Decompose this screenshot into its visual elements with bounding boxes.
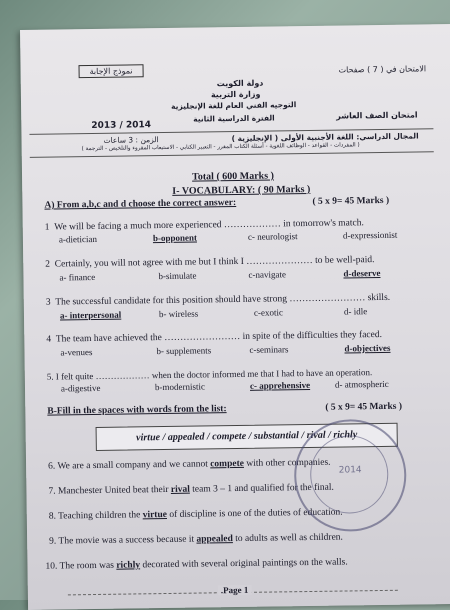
stamp-year: 2014 — [338, 465, 362, 476]
question-number: 3 — [45, 297, 51, 308]
option-b: b- supplements — [156, 345, 212, 357]
fill-number: 9. — [49, 536, 57, 547]
directorate: التوجيه الفني العام للغة الإنجليزية — [171, 100, 297, 111]
header-divider-2 — [30, 151, 434, 158]
fill-number: 8. — [48, 511, 56, 522]
page-number: .Page 1 — [218, 585, 252, 595]
fill-text: Manchester United beat their — [57, 484, 171, 497]
option-b: b-simulate — [158, 270, 197, 282]
word-list-box: virtue / appealed / compete / substantial / rival / richly — [96, 423, 398, 451]
option-d: d-objectives — [344, 342, 391, 354]
fill-answer: appealed — [196, 534, 233, 545]
fill-text: with other companies. — [243, 457, 331, 469]
option-a: a-digestive — [60, 382, 101, 394]
option-a: a- finance — [59, 271, 96, 283]
option-b: b- wireless — [158, 308, 199, 320]
option-c: c- apprehensive — [249, 379, 311, 391]
term: الفترة الدراسية الثانية — [193, 113, 275, 124]
part-a-title: A) From a,b,c and d choose the correct answer: — [44, 197, 237, 211]
option-c: c- neurologist — [247, 231, 298, 242]
question-number: 5 — [46, 371, 52, 382]
fill-number: 7. — [48, 486, 56, 497]
fill-text: We are a small company and we cannot — [57, 459, 211, 472]
option-c: c-seminars — [249, 344, 289, 355]
time-allowed: الزمن : 3 ساعات — [103, 135, 159, 145]
question-text: . I felt quite ……………… when the doctor informed me that I had to have an operation. — [51, 367, 373, 382]
part-a-marks: ( 5 x 9= 45 Marks ) — [312, 195, 390, 207]
fill-answer: richly — [116, 560, 141, 571]
part-b-marks: ( 5 x 9= 45 Marks ) — [325, 401, 403, 413]
option-d: d- idle — [343, 306, 368, 317]
option-a: a- interpersonal — [59, 309, 122, 321]
answer-key-box: نموذج الإجابة — [78, 64, 143, 78]
option-c: c-exotic — [253, 307, 284, 318]
question-text: The successful candidate for this position should have strong …………………… skills. — [55, 292, 391, 308]
fill-text: to adults as well as children. — [232, 532, 343, 545]
option-b: b-modernistic — [154, 381, 206, 393]
ministry: وزارة التربية — [210, 89, 261, 100]
option-a: a-dietician — [58, 233, 97, 245]
total-marks: Total ( 600 Marks ) — [191, 170, 274, 183]
fill-text: of discipline is one of the duties of education. — [166, 507, 343, 520]
fill-number: 10. — [45, 561, 58, 572]
question-text: Certainly, you will not agree with me but I think I ………………… to be well-paid. — [54, 255, 375, 270]
section-title: I- VOCABULARY: ( 90 Marks ) — [172, 183, 311, 197]
option-d: d-deserve — [343, 267, 381, 279]
option-b: b-opponent — [152, 232, 198, 244]
subject: المجال الدراسي: اللغة الأجنبية الأولى ( الإنجليزية ) — [231, 131, 419, 144]
question-text: The team have achieved the …………………… in spite of the difficulties they faced. — [55, 329, 383, 345]
exam-paper — [20, 24, 450, 610]
fill-text: team 3 – 1 and qualified for the final. — [189, 482, 334, 495]
fill-text: decorated with several original paintings on the walls. — [139, 557, 348, 571]
question-text: We will be facing a much more experienced ……………… in tomorrow's match. — [54, 218, 364, 233]
exam-content: ( المفردات - القواعد - الوظائف اللغوية - أسئلة الكتاب المقرر - التعبير الكتابي - الاستيعاب المقروء والتلخيص - الترجمة ) — [81, 142, 360, 153]
option-d: d- atmospheric — [334, 378, 389, 390]
exam-pages: الامتحان في ( 7 ) صفحات — [338, 64, 427, 75]
fill-answer: virtue — [142, 509, 168, 521]
part-b-title: B-Fill in the spaces with words from the list: — [47, 404, 227, 417]
option-d: d-expressionist — [342, 229, 398, 241]
official-stamp — [293, 419, 407, 533]
fill-text: Teaching children the — [58, 510, 143, 522]
grade: امتحان الصف العاشر — [336, 110, 418, 121]
fill-answer: compete — [210, 458, 245, 470]
country: دولة الكويت — [216, 78, 264, 89]
question-number: 1 — [44, 222, 50, 233]
question-number: 2 — [45, 259, 51, 270]
fill-text: The movie was a success because it — [58, 534, 197, 547]
fill-text: The room was — [59, 560, 117, 572]
fill-answer: rival — [170, 484, 190, 495]
fill-number: 6. — [48, 461, 56, 472]
option-c: c-navigate — [248, 269, 286, 280]
option-a: a-venues — [60, 347, 93, 358]
exam-year: 2013 / 2014 — [91, 120, 152, 132]
question-number: 4 — [46, 334, 52, 345]
